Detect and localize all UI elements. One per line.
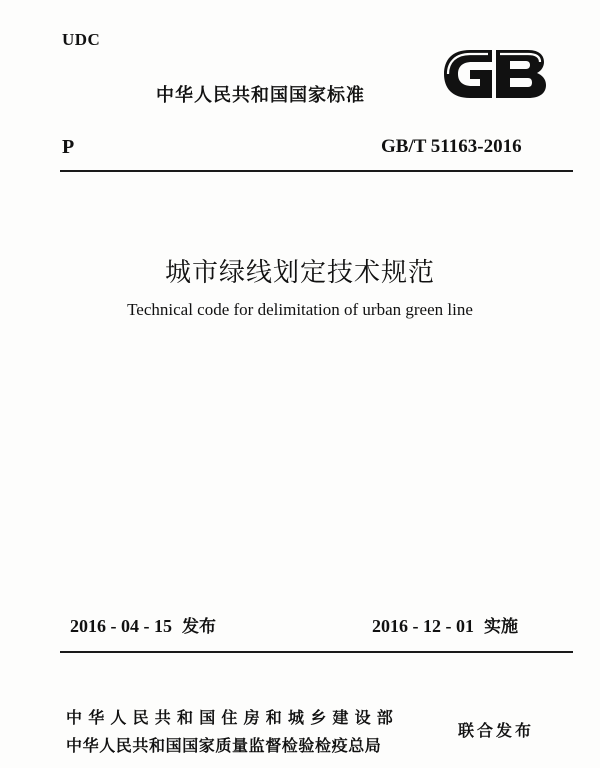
title-english: Technical code for delimitation of urban green line xyxy=(127,300,473,319)
effective-label: 实施 xyxy=(484,617,518,637)
title-chinese: 城市绿线划定技术规范 xyxy=(164,258,435,288)
udc-label: UDC xyxy=(62,30,101,49)
category-code: P xyxy=(62,136,75,158)
issue-label: 发布 xyxy=(182,617,216,637)
joint-issue-label: 联合发布 xyxy=(458,721,535,740)
gb-logo xyxy=(440,48,548,100)
header-divider xyxy=(60,170,573,172)
issue-date: 2016 - 04 - 15 xyxy=(70,616,172,636)
issuer-line-2: 中华人民共和国国家质量监督检验检疫总局 xyxy=(66,736,382,755)
footer-divider xyxy=(60,651,573,653)
issue-info xyxy=(70,612,216,637)
standard-type-heading: 中华人民共和国国家标准 xyxy=(156,85,365,106)
effective-info xyxy=(372,612,518,637)
issuer-line-1: 中华人民共和国住房和城乡建设部 xyxy=(66,708,400,727)
standard-number: GB/T 51163-2016 xyxy=(381,136,522,157)
effective-date: 2016 - 12 - 01 xyxy=(372,616,474,636)
